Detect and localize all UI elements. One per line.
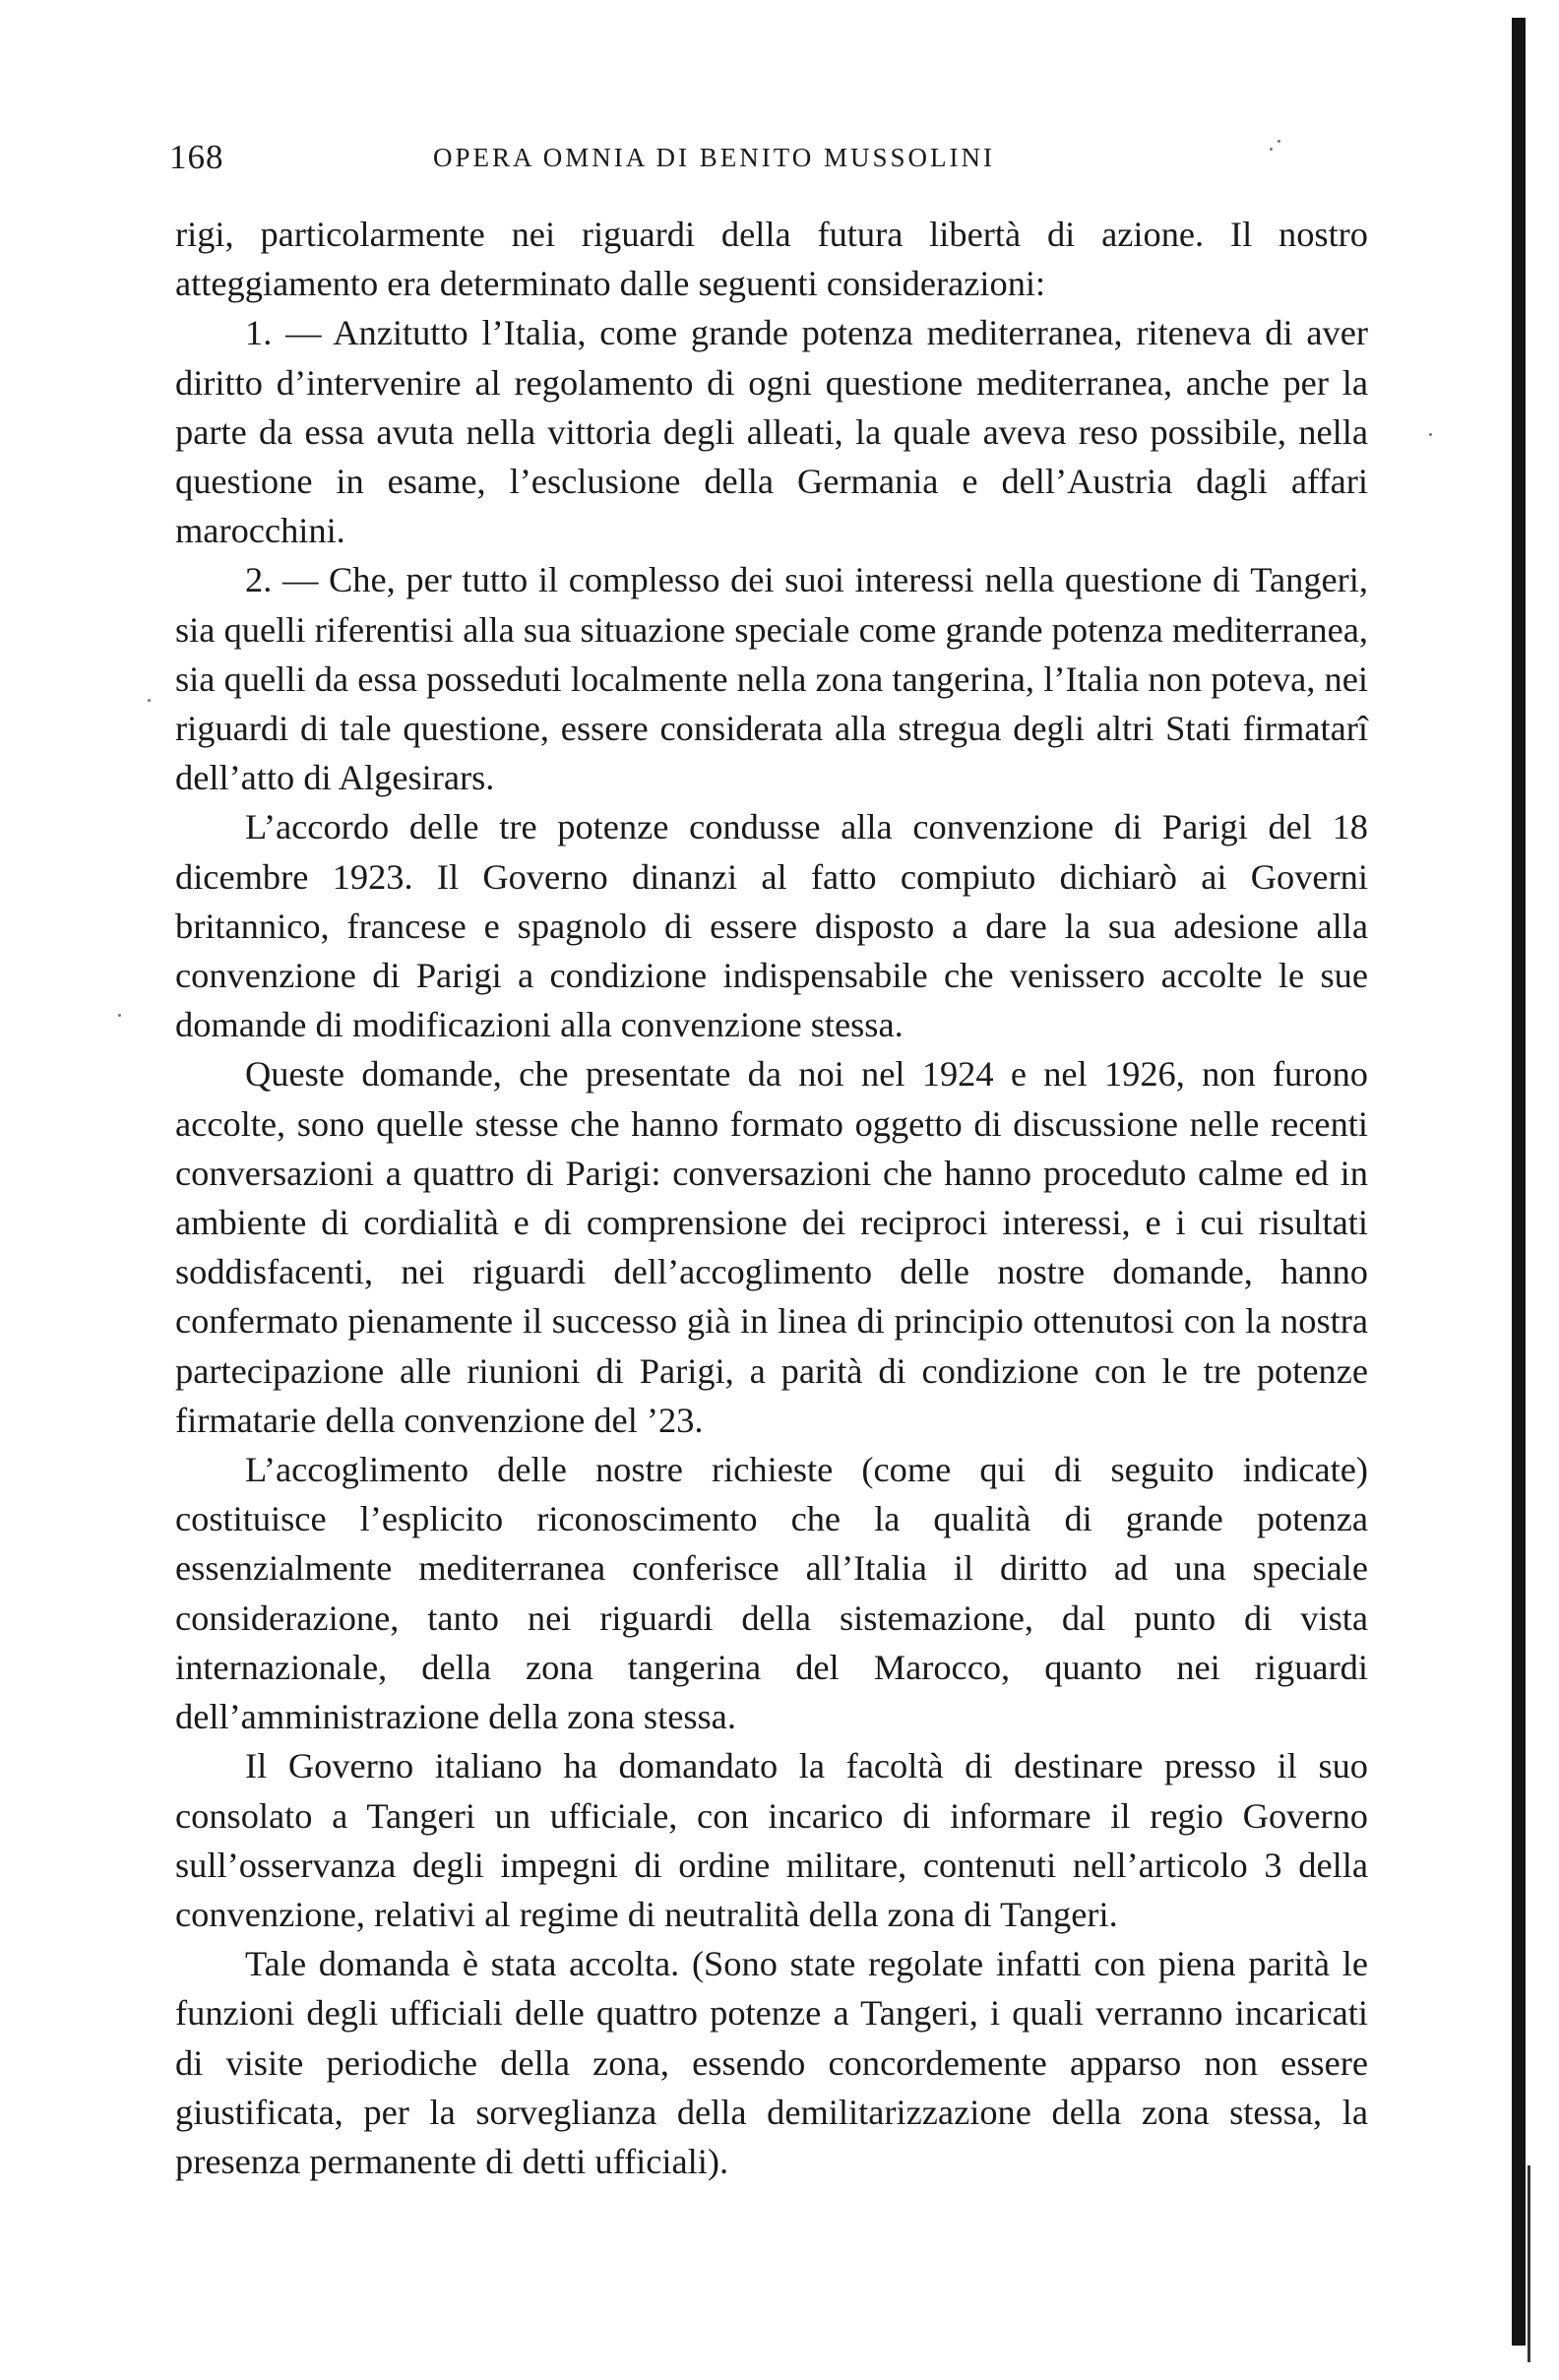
paragraph: L’accordo delle tre potenze condusse alla convenzione di Parigi del 18 dicembre 1923. Il Governo dinanzi al fatto compiuto dichiarò ai Governi britannico, francese e spagnolo di essere disposto a dare la sua adesione alla convenzione di Parigi a condizione indispensabile che venissero accolte le sue domande di modificazioni alla convenzione stessa. [175, 807, 1368, 1045]
scan-speck [1429, 433, 1432, 436]
paragraph: L’accoglimento delle nostre richieste (come qui di seguito indicate) costituisce l’esplicito riconoscimento che la qualità di grande potenza essenzialmente mediterranea conferisce all’Italia il diritto ad una speciale considerazione, tanto nei riguardi della sistemazione, dal punto di vista internazionale, della zona tangerina del Marocco, quanto nei riguardi dell’amministrazione della zona stessa. [175, 1450, 1368, 1737]
scan-speck [148, 699, 151, 702]
paragraph: 1. — Anzitutto l’Italia, come grande potenza mediterranea, riteneva di aver diritto d’intervenire al regolamento di ogni questione mediterranea, anche per la parte da essa avuta nella vittoria degli alleati, la quale aveva reso possibile, nella questione in esame, l’esclusione della Germania e dell’Austria dagli affari marocchini. [175, 313, 1368, 551]
paragraph: 2. — Che, per tutto il complesso dei suoi interessi nella questione di Tangeri, sia quelli riferentisi alla sua situazione speciale come grande potenza mediterranea, sia quelli da essa posseduti localmente nella zona tangerina, l’Italia non poteva, nei riguardi di tale questione, essere considerata alla stregua degli altri Stati firmatarî dell’atto di Algesirars. [175, 560, 1368, 798]
page-header [169, 138, 1350, 187]
paragraph: Il Governo italiano ha domandato la facoltà di destinare presso il suo consolato a Tangeri un ufficiale, con incarico di informare il regio Governo sull’osservanza degli impegni di ordine militare, contenuti nell’articolo 3 della convenzione, relativi al regime di neutralità della zona di Tangeri. [175, 1746, 1368, 1934]
paragraph: rigi, particolarmente nei riguardi della futura libertà di azione. Il nostro atteggiamento era determinato dalle seguenti considerazioni: [175, 215, 1368, 304]
page-number: 168 [169, 138, 224, 176]
body-text [175, 210, 1368, 2186]
paragraph: Queste domande, che presentate da noi nel 1924 e nel 1926, non furono accolte, sono quelle stesse che hanno formato oggetto di discussione nelle recenti conversazioni a quattro di Parigi: conversazioni che hanno proceduto calme ed in ambiente di cordialità e di comprensione dei reciproci interessi, e i cui risultati soddisfacenti, nei riguardi dell’accoglimento delle nostre domande, hanno confermato pienamente il successo già in linea di principio ottenutosi con la nostra partecipazione alle riunioni di Parigi, a parità di condizione con le tre potenze firmatarie della convenzione del ’23. [175, 1054, 1368, 1440]
page-edge-shadow-thin [1528, 2165, 1530, 2362]
paragraph: Tale domanda è stata accolta. (Sono state regolate infatti con piena parità le funzioni degli ufficiali delle quattro potenze a Tangeri, i quali verranno incaricati di visite periodiche della zona, essendo concordemente apparso non essere giustificata, per la sorveglianza della demilitarizzazione della zona stessa, la presenza permanente di detti ufficiali). [175, 1944, 1368, 2181]
scan-speck [118, 1014, 121, 1017]
running-head: OPERA OMNIA DI BENITO MUSSOLINI [433, 143, 996, 172]
page-edge-shadow [1512, 18, 1526, 2346]
